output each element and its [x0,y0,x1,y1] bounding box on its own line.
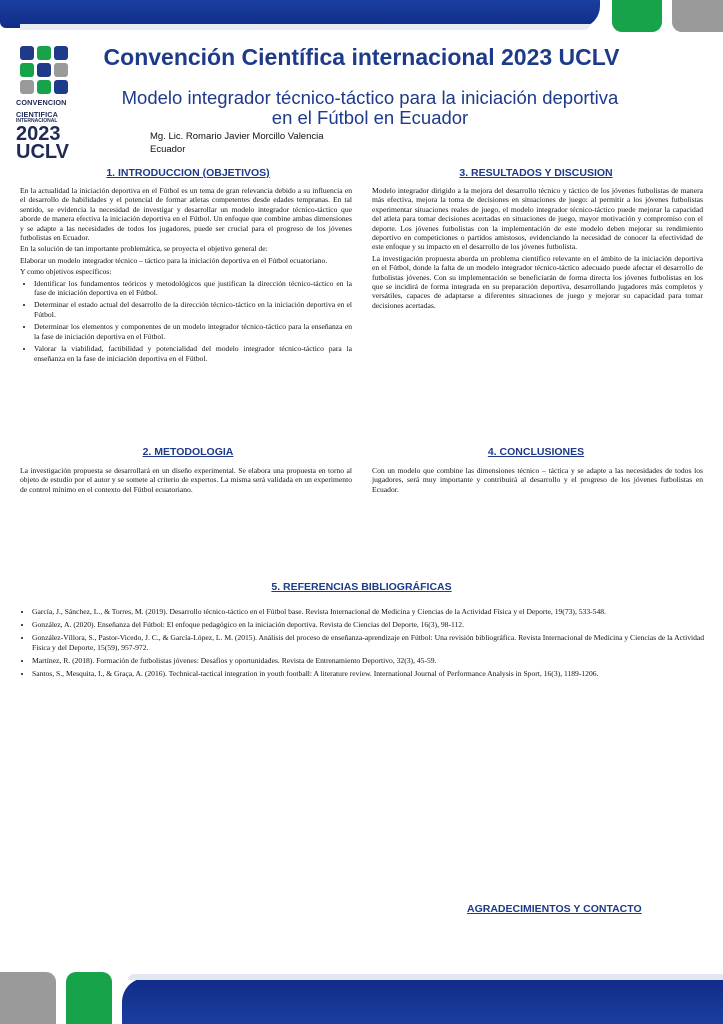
top-green-tab [612,0,662,32]
intro-paragraph: Y como objetivos específicos: [20,267,112,277]
list-item: • Santos, S., Mesquita, I., & Graça, A. (2016). Technical-tactical integration in youth football: A literature review. International Journal of Performance Analysis in Sport, 16(3), 1189-1206. [32,669,708,679]
references-list-block [18,607,708,682]
references-list [18,607,708,679]
logo-org: UCLV [16,141,69,163]
methodology-paragraph: La investigación propuesta se desarrollará en un diseño experimental. Se elabora una propuesta en torno al objeto de estudio por el autor y se somete al criterio de expertos. La misma será validada en un experimento de control mínimo en el contexto del Fútbol ecuatoriano. [20,466,352,494]
results-section-body [372,186,703,312]
top-blue-banner [0,0,600,28]
results-paragraph: Modelo integrador dirigido a la mejora del desarrollo técnico y táctico de los jóvenes futbolistas de manera más efectiva, mejora la toma de decisiones en situaciones de juego: al permitir a los jóvenes futbolistas experimentar situaciones reales de juego, el modelo integrador técnico-táctico puede mejorar la capacidad del atleta para tomar decisiones acertadas en situaciones de juego, mayor motivación y compromiso con el deporte. Los jóvenes futbolistas con la implementación de este modelo deben mejorar su rendimiento deportivo en competiciones o partidos amistosos, evidenciando la necesidad de conocer la efectividad de este enfoque y su impacto en el desarrollo de los jóvenes futbolista. [372,186,703,252]
conclusions-paragraph: Con un modelo que combine las dimensiones técnico – táctica y se adapte a las necesidades de todos los jugadores, será muy importante y contribuirá al desarrollo y el progreso de los jóvenes futbolistas en Ecuador. [372,466,703,494]
list-item: • González-Víllora, S., Pastor-Vicedo, J. C., & García-López, L. M. (2015). Análisis del proceso de enseñanza-aprendizaje en Fútbol: Una revisión bibliográfica. Revista Internacional de Medicina y Ciencias de la Actividad Física y del Deporte, 15(59), 957-972. [32,633,708,653]
top-gray-tab [672,0,723,32]
subtitle-line2: en el Fútbol en Ecuador [271,107,469,128]
poster-title: Convención Científica internacional 2023 UCLV [103,44,620,70]
bottom-gray-tab [0,972,56,1024]
bottom-green-tab [66,972,112,1024]
logo-line1: CONVENCION [16,98,67,107]
intro-section-body [20,186,352,366]
intro-section-title: 1. INTRODUCCION (OBJETIVOS) [106,167,270,179]
list-item: • Determinar los elementos y componentes de un modelo integrador técnico-táctico para la enseñanza en la fase de iniciación deportiva en el Fútbol. [34,322,352,341]
results-paragraph: La investigación propuesta aborda un problema científico relevante en el ámbito de la iniciación deportiva en el Fútbol, donde la falta de un modelo integrador técnico-táctico adecuado puede afectar el desarrollo de futbolistas jóvenes. Con su implementación se beneficiarán de forma directa los jóvenes futbolistas en los que se incidirá de forma integrada en su preparación deportiva, desarrollando jugadores más completos y versátiles, capaces de adaptarse a diferentes situaciones de juego y mejorar su capacidad para tomar decisiones acertadas. [372,253,703,310]
results-section-title: 3. RESULTADOS Y DISCUSION [459,167,613,179]
conclusions-section-title: 4. CONCLUSIONES [487,446,585,458]
subtitle-line1: Modelo integrador técnico-táctico para la iniciación deportiva [121,87,619,108]
author-name: Mg. Lic. Romario Javier Morcillo Valencia [150,131,324,142]
intro-paragraph: En la actualidad la iniciación deportiva en el Fútbol es un tema de gran relevancia debido a su influencia en el desarrollo de habilidades y el potencial de formar atletas competentes desde edades tempranas. En tal sentido, se evidencia la necesidad de investigar y desarrollar un modelo integrador técnico-táctico que aborde de manera efectiva la iniciación deportiva en el Fútbol. Un enfoque que combine ambas dimensiones y se adapte a las necesidades de todos los jugadores, puede ser crucial para el progreso de los jóvenes futbolistas en Ecuador. [20,186,352,243]
author-country: Ecuador [150,144,186,155]
references-section-title: 5. REFERENCIAS BIBLIOGRÁFICAS [271,581,452,593]
poster-subtitle [90,88,650,128]
conclusions-section-body [372,466,703,496]
intro-paragraph: Elaborar un modelo integrador técnico – táctico para la iniciación deportiva en el Fútbol ecuatoriano. [20,255,328,265]
logo-line3: INTERNACIONAL [16,118,58,124]
methodology-section-body [20,466,352,496]
list-item: • Martínez, R. (2018). Formación de futbolistas jóvenes: Desafíos y oportunidades. Revista de Entrenamiento Deportivo, 32(3), 45-59. [32,656,708,666]
bottom-blue-banner [122,978,723,1024]
list-item: • González, A. (2020). Enseñanza del Fútbol: El enfoque pedagógico en la iniciación deportiva. Revista de Ciencias del Deporte, 16(3), 98-112. [32,620,708,630]
methodology-section-title: 2. METODOLOGIA [142,446,234,458]
list-item: • Valorar la viabilidad, factibilidad y potencialidad del modelo integrador técnico-táctico para la enseñanza en la fase de iniciación deportiva en el Fútbol. [34,344,352,363]
list-item: • Determinar el estado actual del desarrollo de la dirección técnico-táctico en la iniciación deportiva en el Fútbol. [34,300,352,319]
intro-paragraph: En la solución de tan importante problemática, se proyecta el objetivo general de: [20,244,268,254]
objectives-list [20,279,352,363]
logo-line2: CIENTIFICA [16,110,58,119]
acknowledgements-title: AGRADECIMIENTOS Y CONTACTO [467,903,642,915]
author-block [150,130,324,156]
list-item: • García, J., Sánchez, L., & Torres, M. (2019). Desarrollo técnico-táctico en el Fútbol base. Revista Internacional de Medicina y Ciencias de la Actividad Física y el Deporte, 19(73), 533-548. [32,607,708,617]
list-item: • Identificar los fundamentos teóricos y metodológicos que justifican la dirección técnico-táctico en la fase de iniciación deportiva en el Fútbol. [34,279,352,298]
logo-year: 2023 [16,123,61,145]
